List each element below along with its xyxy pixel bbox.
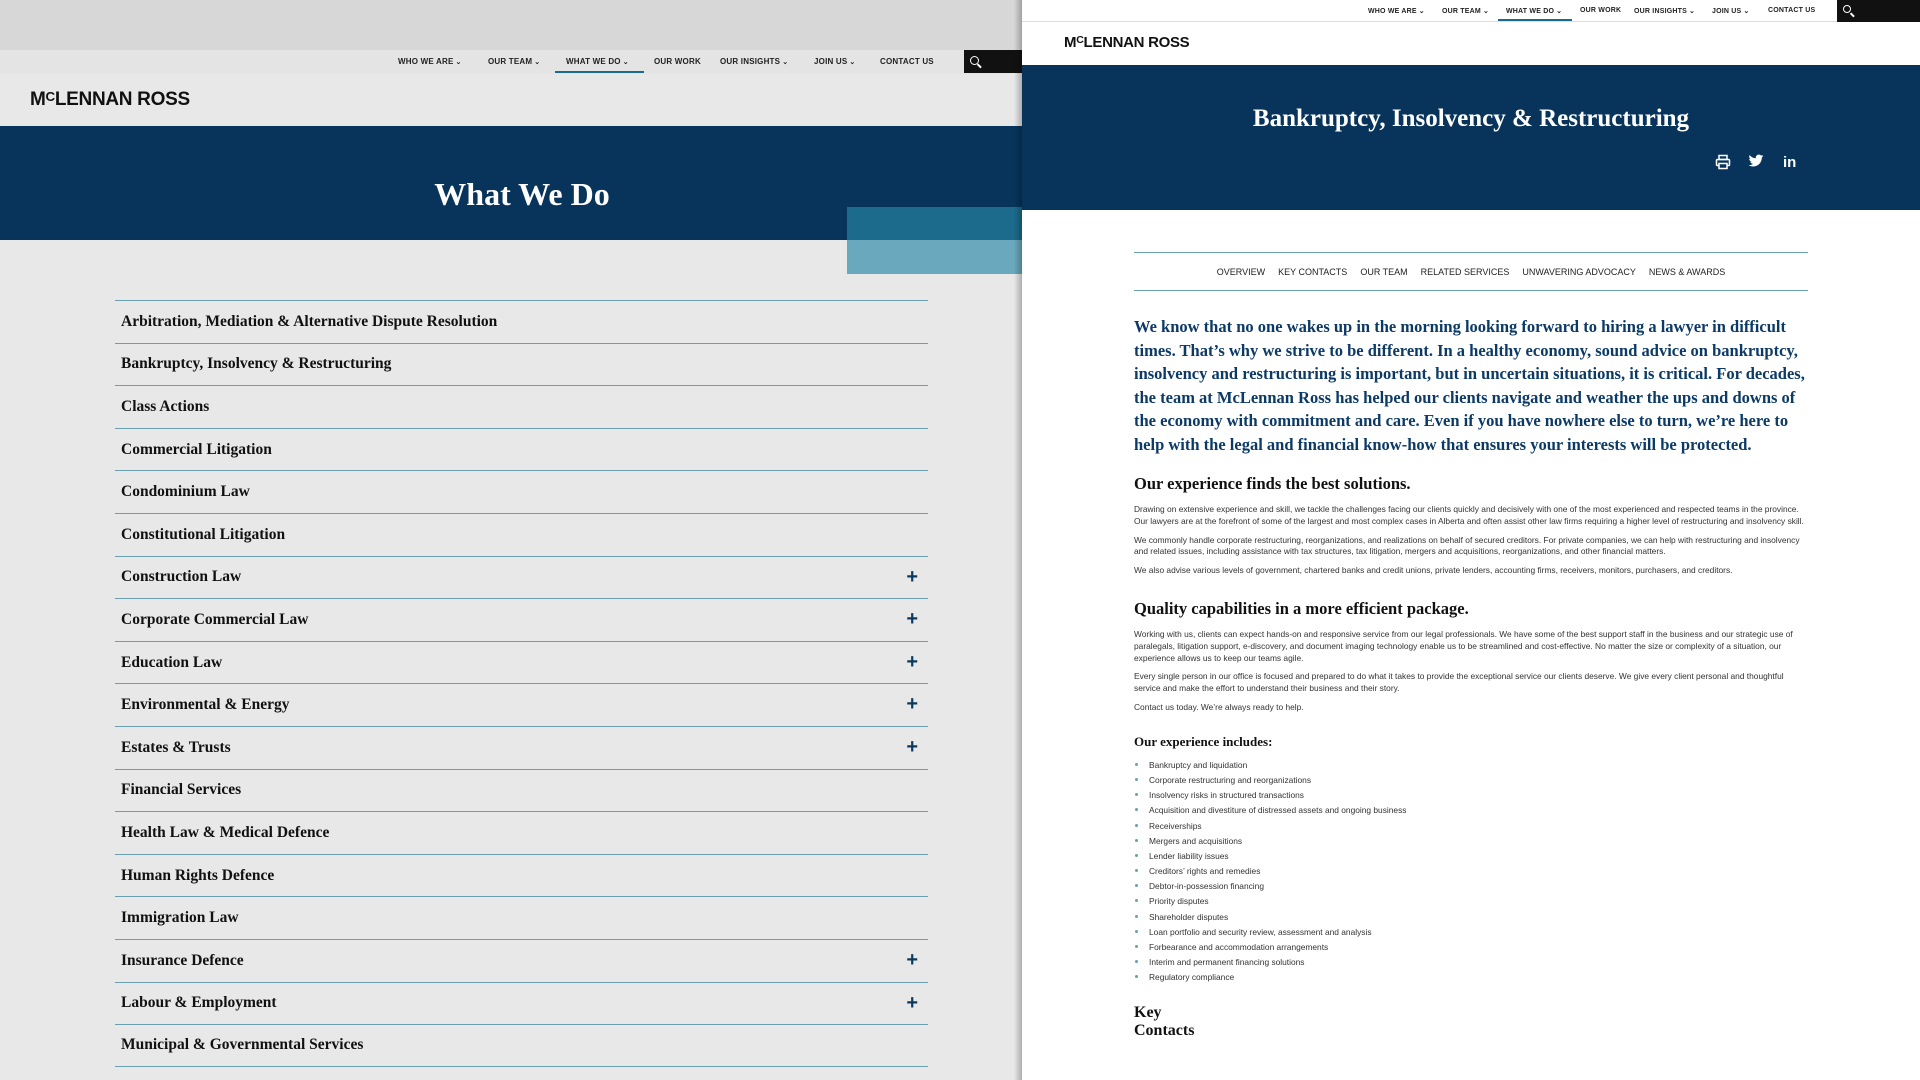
practice-area-link[interactable]: Municipal & Governmental Services xyxy=(121,1036,364,1054)
practice-area-link[interactable]: Environmental & Energy xyxy=(121,696,290,714)
practice-area-link[interactable]: Immigration Law xyxy=(121,909,239,927)
practice-area-link[interactable]: Arbitration, Mediation & Alternative Dispute Resolution xyxy=(121,312,498,330)
list-item: Regulatory compliance xyxy=(1134,972,1810,987)
logo-m: M xyxy=(30,89,46,110)
expand-plus-icon[interactable]: + xyxy=(906,991,918,1014)
practice-area-row[interactable] xyxy=(115,385,928,428)
main-nav xyxy=(0,50,1022,74)
tab-news-awards[interactable]: NEWS & AWARDS xyxy=(1648,266,1726,277)
list-item: Receiverships xyxy=(1134,821,1810,836)
print-icon[interactable] xyxy=(1715,154,1731,174)
tab-unwavering-advocacy[interactable]: UNWAVERING ADVOCACY xyxy=(1522,266,1636,277)
practice-area-row[interactable] xyxy=(115,470,928,513)
banner-accent-light xyxy=(847,240,1022,274)
nav-our-insights[interactable] xyxy=(1634,7,1695,15)
nav-label: OUR TEAM xyxy=(488,57,533,66)
practice-area-link[interactable]: Condominium Law xyxy=(121,483,250,501)
nav-label: CONTACT US xyxy=(1768,7,1816,14)
page-title: Bankruptcy, Insolvency & Restructuring xyxy=(1252,105,1690,132)
tab-overview[interactable]: OVERVIEW xyxy=(1216,266,1266,277)
nav-active-underline xyxy=(1498,19,1572,21)
nav-join-us[interactable] xyxy=(1712,7,1750,15)
chevron-down-icon: ⌄ xyxy=(782,59,789,66)
expand-plus-icon[interactable]: + xyxy=(906,693,918,716)
key-contacts-line: Key xyxy=(1134,1003,1162,1021)
practice-area-row[interactable] xyxy=(115,939,928,982)
body-paragraph: Drawing on extensive experience and skill, we tackle the challenges facing our clients quickly and decisively with one of the most experienced and respected teams in the province. Our lawyers are at the forefront of some of the largest and most complex cases in Alberta and often assist other law firms requiring a higher level of restructuring and insolvency skill. xyxy=(1134,504,1804,526)
practice-detail-page xyxy=(1022,0,1920,1080)
practice-area-row[interactable] xyxy=(115,556,928,599)
section-heading: Our experience finds the best solutions. xyxy=(1134,474,1411,493)
nav-who-we-are[interactable] xyxy=(398,57,462,66)
practice-area-link[interactable]: Education Law xyxy=(121,653,223,671)
nav-our-work[interactable] xyxy=(654,57,701,66)
practice-area-link[interactable]: Health Law & Medical Defence xyxy=(121,823,330,841)
search-button[interactable] xyxy=(1837,0,1920,22)
nav-label: JOIN US xyxy=(814,57,848,66)
list-item: Insolvency risks in structured transactions xyxy=(1134,790,1810,805)
panel-shadow xyxy=(1014,0,1022,1080)
nav-what-we-do[interactable] xyxy=(566,57,629,66)
practice-area-link[interactable]: Class Actions xyxy=(121,397,210,415)
list-item: Shareholder disputes xyxy=(1134,912,1810,927)
nav-label: OUR TEAM xyxy=(1442,8,1481,15)
nav-join-us[interactable] xyxy=(814,57,856,66)
nav-label: WHAT WE DO xyxy=(1506,8,1555,15)
practice-area-link[interactable]: Bankruptcy, Insolvency & Restructuring xyxy=(121,355,392,373)
nav-label: WHAT WE DO xyxy=(566,57,621,66)
expand-plus-icon[interactable]: + xyxy=(906,735,918,758)
practice-area-row[interactable] xyxy=(115,854,928,897)
logo-m: M xyxy=(1064,34,1077,51)
nav-our-work[interactable] xyxy=(1580,7,1621,14)
practice-area-row[interactable] xyxy=(115,769,928,812)
nav-who-we-are[interactable] xyxy=(1368,7,1425,15)
top-strip xyxy=(0,0,1022,50)
practice-area-link[interactable]: Constitutional Litigation xyxy=(121,525,286,543)
main-nav xyxy=(1022,0,1920,22)
page-title: What We Do xyxy=(434,176,610,212)
practice-area-link[interactable]: Financial Services xyxy=(121,781,242,799)
list-item: Mergers and acquisitions xyxy=(1134,836,1810,851)
chevron-down-icon: ⌄ xyxy=(1418,8,1425,15)
search-icon xyxy=(1843,5,1851,13)
practice-area-link[interactable]: Commercial Litigation xyxy=(121,440,272,458)
page-banner xyxy=(1022,65,1920,210)
chevron-down-icon: ⌄ xyxy=(849,59,856,66)
intro-paragraph: We know that no one wakes up in the morning looking forward to hiring a lawyer in difficult times. That’s why we strive to be different. In a healthy economy, sound advice on bankruptcy, insolvency and restructuring is important, but in uncertain situations, it is critical. For decades, the team at McLennan Ross has helped our clients navigate and weather the ups and downs of the economy with commitment and care. Even if you have nowhere else to turn, we’re here to help with the legal and financial know-how that ensures your interests will be protected. xyxy=(1134,317,1805,454)
logo-text: LENNAN ROSS xyxy=(1083,34,1190,51)
expand-plus-icon[interactable]: + xyxy=(906,948,918,971)
list-item: Corporate restructuring and reorganizations xyxy=(1134,775,1810,790)
banner-accent-dark xyxy=(847,207,1022,240)
practice-area-row[interactable] xyxy=(115,428,928,471)
nav-our-team[interactable] xyxy=(1442,7,1489,15)
practice-area-row[interactable] xyxy=(115,811,928,854)
nav-our-insights[interactable] xyxy=(720,57,788,66)
list-item: Interim and permanent financing solutions xyxy=(1134,957,1810,972)
nav-label: WHO WE ARE xyxy=(398,57,454,66)
nav-label: WHO WE ARE xyxy=(1368,8,1417,15)
practice-area-row[interactable] xyxy=(115,683,928,726)
list-item: Acquisition and divestiture of distressed assets and ongoing business xyxy=(1134,805,1810,820)
logo-text: LENNAN ROSS xyxy=(54,89,190,110)
body-paragraph: Contact us today. We’re always ready to help. xyxy=(1134,701,1304,712)
twitter-icon[interactable] xyxy=(1748,154,1764,172)
linkedin-icon[interactable] xyxy=(1783,154,1796,171)
chevron-down-icon: ⌄ xyxy=(1482,8,1490,15)
list-item: Debtor-in-possession financing xyxy=(1134,881,1810,896)
practice-area-row[interactable] xyxy=(115,896,928,939)
practice-area-link[interactable]: Estates & Trusts xyxy=(121,738,231,756)
expand-plus-icon[interactable]: + xyxy=(906,608,918,631)
list-item: Creditors’ rights and remedies xyxy=(1134,866,1810,881)
key-contacts-heading xyxy=(1134,1004,1810,1040)
logo-c: C xyxy=(45,89,55,104)
nav-label: JOIN US xyxy=(1712,8,1742,15)
practice-area-row[interactable] xyxy=(115,598,928,641)
practice-area-row[interactable] xyxy=(115,641,928,684)
nav-what-we-do[interactable] xyxy=(1506,7,1562,15)
body-paragraph: Every single person in our office is focused and prepared to do what it takes to provide the exceptional service our clients deserve. We give every client personal and thoughtful service and make the effort to understand their business and their story. xyxy=(1134,671,1784,694)
nav-label: OUR WORK xyxy=(654,57,701,66)
tab-key-contacts[interactable]: KEY CONTACTS xyxy=(1278,266,1348,277)
section-tabs xyxy=(1134,252,1808,291)
chevron-down-icon: ⌄ xyxy=(534,59,541,66)
nav-label: OUR WORK xyxy=(1580,7,1622,14)
nav-label: OUR INSIGHTS xyxy=(720,57,781,66)
practice-area-list xyxy=(115,300,928,1067)
list-item: Lender liability issues xyxy=(1134,851,1810,866)
practice-area-row[interactable] xyxy=(115,726,928,769)
practice-area-link[interactable]: Corporate Commercial Law xyxy=(121,610,309,628)
practice-area-row[interactable] xyxy=(115,1024,928,1067)
nav-contact-us[interactable] xyxy=(1768,7,1815,14)
chevron-down-icon: ⌄ xyxy=(1743,8,1750,15)
practice-area-row[interactable] xyxy=(115,300,928,343)
list-item: Priority disputes xyxy=(1134,896,1810,911)
practice-area-link[interactable]: Human Rights Defence xyxy=(121,866,275,884)
chevron-down-icon: ⌄ xyxy=(455,59,462,66)
search-icon xyxy=(970,56,979,65)
expand-plus-icon[interactable]: + xyxy=(906,650,918,673)
body-paragraph: We commonly handle corporate restructuring, reorganizations, and realizations on behalf of secured creditors. For private companies, we can help with restructuring and insolvency and related issues, including assistance with tax structures, tax litigation, mergers and acquisitions, reorganizations, and other financial matters. xyxy=(1134,534,1800,557)
practice-area-link[interactable]: Insurance Defence xyxy=(121,951,244,969)
main-content xyxy=(1134,315,1810,1040)
chevron-down-icon: ⌄ xyxy=(1556,8,1563,15)
body-paragraph: Working with us, clients can expect hands-on and responsive service from our legal professionals. We have some of the best support staff in the business and our strategic use of paralegals, litigation support, e-discovery, and document imaging technology enable us to be streamlined and cost-effective. No matter the size or complexity of a situation, our experience allows us to keep our teams agile. xyxy=(1134,628,1793,663)
logo-c: C xyxy=(1076,34,1084,46)
expand-plus-icon[interactable]: + xyxy=(906,565,918,588)
experience-heading: Our experience includes: xyxy=(1134,733,1273,749)
body-paragraph: We also advise various levels of government, chartered banks and credit unions, private lenders, accounting firms, receivers, monitors, purchasers, and creditors. xyxy=(1134,565,1733,576)
linkedin-glyph: in xyxy=(1783,154,1797,171)
nav-active-underline xyxy=(555,71,644,73)
site-header xyxy=(1022,22,1920,65)
chevron-down-icon: ⌄ xyxy=(622,59,629,66)
nav-label: OUR INSIGHTS xyxy=(1634,8,1687,15)
practice-area-row[interactable] xyxy=(115,343,928,386)
list-item: Bankruptcy and liquidation xyxy=(1134,760,1810,775)
practice-area-link[interactable]: Construction Law xyxy=(121,568,242,586)
nav-our-team[interactable] xyxy=(488,57,540,66)
practice-area-row[interactable] xyxy=(115,513,928,556)
list-item: Forbearance and accommodation arrangements xyxy=(1134,942,1810,957)
nav-contact-us[interactable] xyxy=(880,57,934,66)
list-item: Loan portfolio and security review, assessment and analysis xyxy=(1134,927,1810,942)
experience-list xyxy=(1134,760,1810,988)
practice-area-row[interactable] xyxy=(115,982,928,1025)
section-heading: Quality capabilities in a more efficient package. xyxy=(1134,598,1469,618)
chevron-down-icon: ⌄ xyxy=(1688,8,1696,15)
key-contacts-line: Contacts xyxy=(1134,1021,1195,1039)
logo[interactable] xyxy=(30,89,190,111)
logo[interactable] xyxy=(1064,34,1189,51)
tab-our-team[interactable]: OUR TEAM xyxy=(1360,266,1408,277)
nav-label: CONTACT US xyxy=(880,57,934,66)
practice-area-link[interactable]: Labour & Employment xyxy=(121,994,277,1012)
tab-related-services[interactable]: RELATED SERVICES xyxy=(1420,266,1510,277)
